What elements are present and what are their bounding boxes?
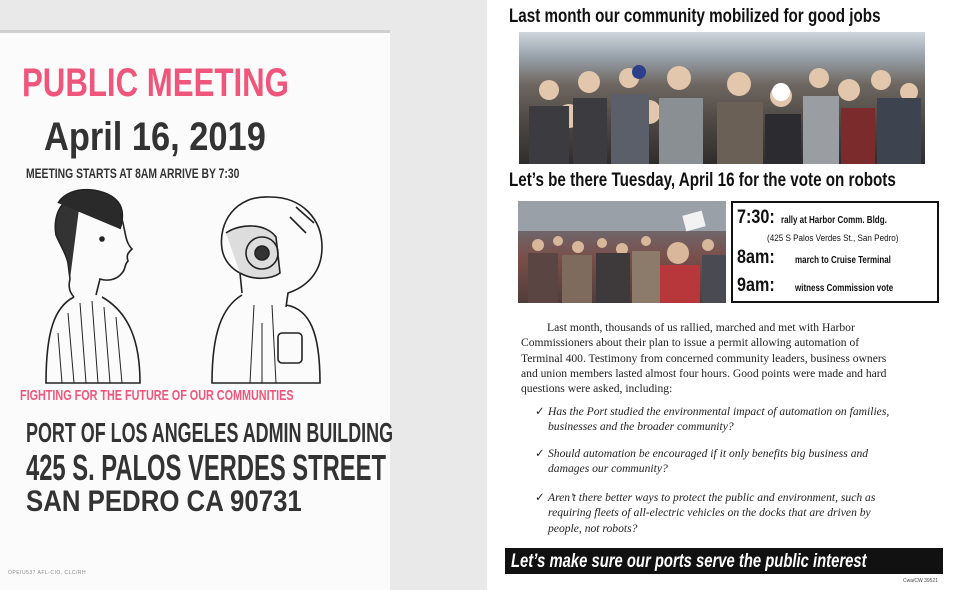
schedule-address: (425 S Palos Verdes St., San Pedro): [767, 233, 899, 243]
question-item: [535, 404, 940, 435]
schedule-desc-1: rally at Harbor Comm. Bldg.: [781, 215, 887, 226]
body-line: Last month, thousands of us rallied, marched and met with Harbor: [547, 321, 855, 334]
vote-on-robots-flyer: [487, 0, 960, 590]
rally-crowd-photo: [519, 32, 925, 164]
schedule-desc-3: witness Commission vote: [795, 283, 894, 294]
venue-name: PORT OF LOS ANGELES ADMIN BUILDING: [26, 417, 394, 448]
checkmark-icon: ✓: [535, 491, 545, 504]
schedule-time-1: 7:30:: [737, 207, 775, 228]
question-item: [535, 490, 940, 536]
headline-be-there: Let’s be there Tuesday, April 16 for the vote on robots: [509, 170, 896, 191]
question-line: Has the Port studied the environmental impact of automation on families,: [548, 405, 890, 418]
schedule-desc-2: march to Cruise Terminal: [795, 255, 891, 266]
closing-banner: [505, 548, 943, 574]
human-robot-illustration: [40, 183, 350, 395]
meeting-time-note: MEETING STARTS AT 8AM ARRIVE BY 7:30: [26, 165, 240, 181]
banner-text: Let’s make sure our ports serve the public interest: [511, 551, 867, 572]
union-bug: Cwa/CW 39521: [903, 578, 939, 584]
question-line: requiring fleets of all-electric vehicles on the docks that are driven by: [548, 506, 871, 520]
public-meeting-flyer: [0, 30, 394, 590]
body-paragraph: [521, 320, 941, 396]
body-line: Terminal 400. Testimony from concerned community leaders, business owners: [521, 351, 887, 365]
body-line: Commissioners about their plan to issue a permit allowing automation of: [521, 336, 860, 350]
schedule-box: [731, 201, 939, 303]
question-item: [535, 446, 940, 477]
question-line: Should automation be encouraged if it only benefits big business and: [548, 447, 869, 460]
hearing-room-photo: [518, 201, 726, 303]
robot-profile-icon: [212, 197, 322, 383]
question-line: businesses and the broader community?: [548, 420, 734, 434]
fighting-slogan: FIGHTING FOR THE FUTURE OF OUR COMMUNITIES: [20, 387, 294, 404]
question-line: Aren’t there better ways to protect the public and environment, such as: [548, 491, 876, 504]
street-address: 425 S. PALOS VERDES STREET: [26, 447, 387, 488]
headline-mobilized: Last month our community mobilized for good jobs: [509, 6, 881, 27]
union-credit: OPEIU537 AFL-CIO, CLC/RH: [8, 570, 87, 576]
question-line: damages our community?: [548, 462, 668, 476]
city-zip: SAN PEDRO CA 90731: [26, 485, 302, 518]
hearing-photo-icon: [518, 201, 726, 303]
human-profile-icon: [46, 190, 140, 383]
checkmark-icon: ✓: [535, 405, 545, 418]
body-line: and union members lasted almost four hours. Good points were made and hard: [521, 366, 887, 380]
checkmark-icon: ✓: [535, 447, 545, 460]
meeting-date: April 16, 2019: [44, 115, 266, 159]
body-line: questions were asked, including:: [521, 382, 673, 396]
question-line: people, not robots?: [548, 521, 638, 535]
schedule-time-2: 8am:: [737, 247, 775, 268]
crowd-photo-icon: [519, 32, 925, 164]
schedule-time-3: 9am:: [737, 275, 775, 296]
flyer-title: PUBLIC MEETING: [22, 61, 289, 105]
